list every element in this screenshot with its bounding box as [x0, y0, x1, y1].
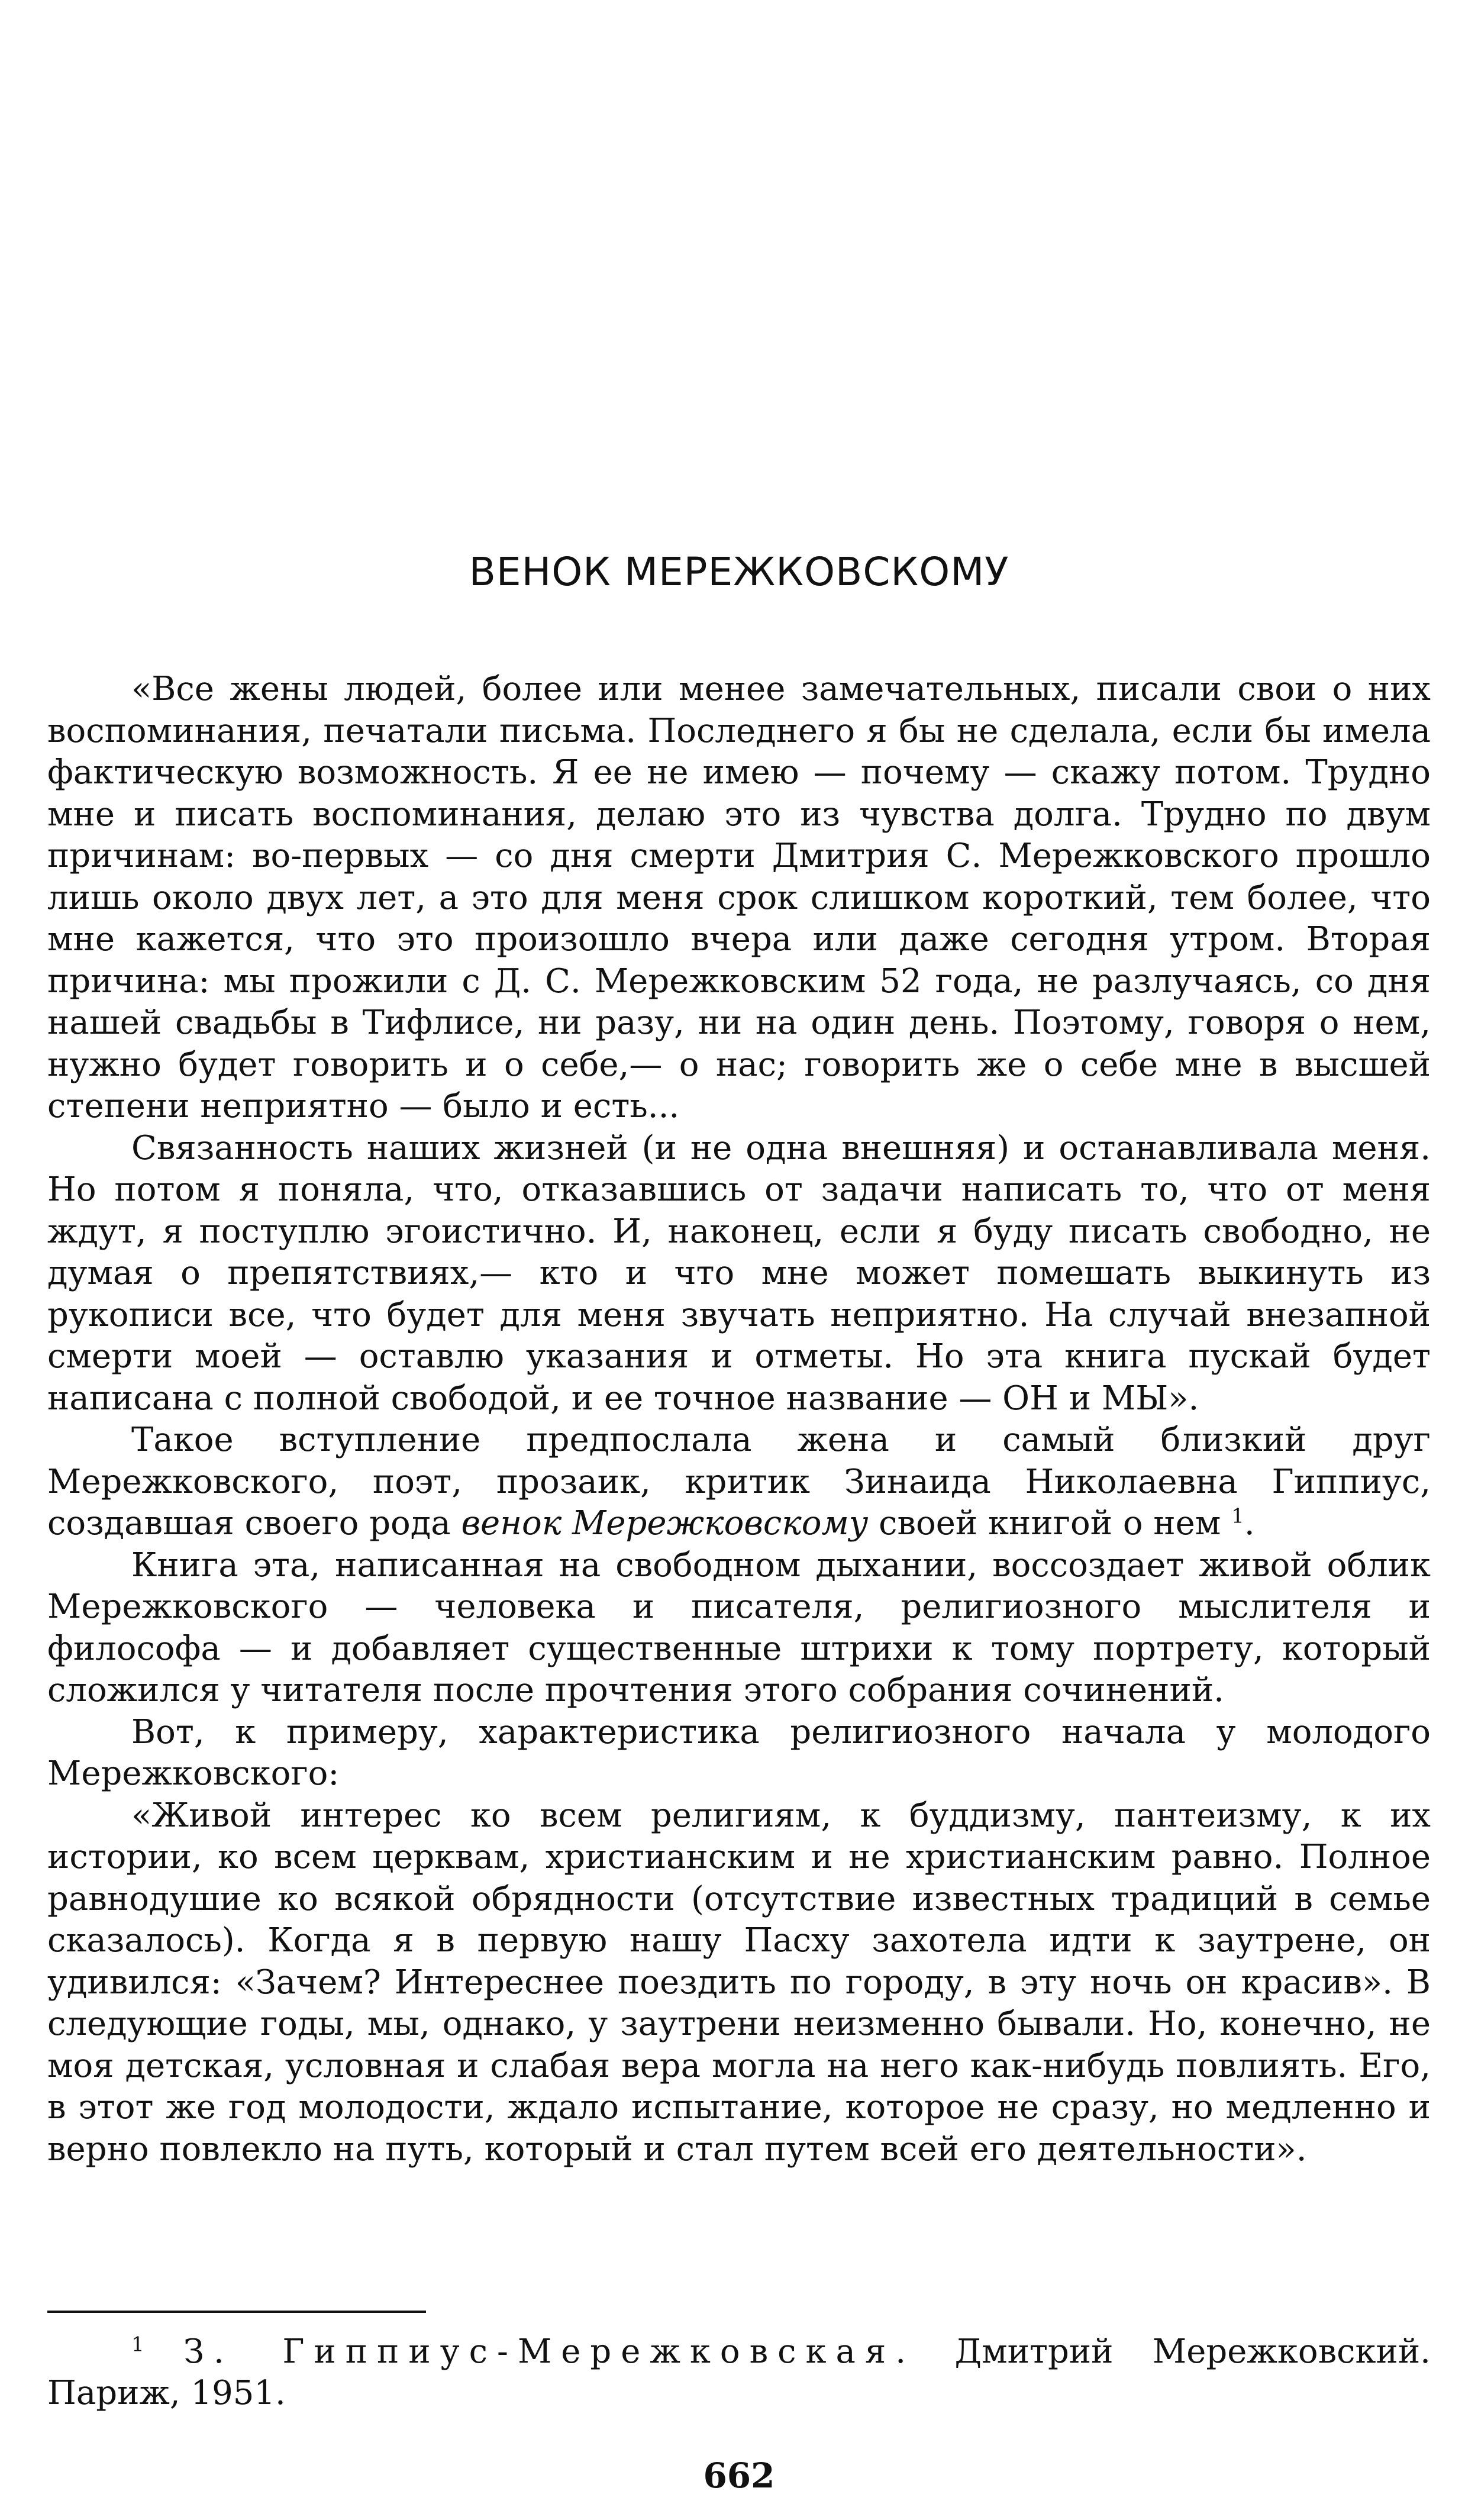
page-number: 662	[703, 2456, 775, 2496]
paragraph-example: Вот, к примеру, характеристика религиозного начала у молодого Мережковского:	[47, 1712, 1431, 1793]
body-text	[47, 669, 1431, 2170]
page-title: ВЕНОК МЕРЕЖКОВСКОМУ	[469, 549, 1009, 595]
intro-text-after: своей книгой о нем	[868, 1504, 1221, 1543]
intro-text: Такое вступление предпослала жена и самый близкий друг Мережковского, поэт, прозаик, критик Зинаида Николаевна Гиппиус, создавшая своего рода	[47, 1421, 1431, 1543]
paragraph-quote-1: «Все жены людей, более или менее замечательных, писали свои о них воспоминания, печатали письма. Последнего я бы не сделала, если бы имела фактическую возможность. Я ее не имею — почему — скажу потом. Трудно мне и писать воспоминания, делаю это из чувства долга. Трудно по двум причинам: во-первых — со дня смерти Дмитрия С. Мережковского прошло лишь около двух лет, а это для меня срок слишком короткий, тем более, что мне кажется, что это произошло вчера или даже сегодня утром. Вторая причина: мы прожили с Д. С. Мережковским 52 года, не разлучаясь, со дня нашей свадьбы в Тифлисе, ни разу, ни на один день. Поэтому, говоря о нем, нужно будет говорить и о себе,— о нас; говорить же о себе мне в высшей степени неприятно — было и есть...	[47, 670, 1431, 1125]
paragraph-quote-2: Связанность наших жизней (и не одна внешняя) и останавливала меня. Но потом я поняла, что, отказавшись от задачи написать то, что от меня ждут, я поступлю эгоистично. И, наконец, если я буду писать свободно, не думая о препятствиях,— кто и что мне может помешать выкинуть из рукописи все, что будет для меня звучать неприятно. На случай внезапной смерти моей — оставлю указания и отметы. Но эта книга пускай будет написана с полной свободой, и ее точное название — ОН и МЫ».	[47, 1128, 1431, 1418]
footnote-divider	[47, 2311, 426, 2313]
footnote	[47, 2331, 1431, 2414]
intro-italic: венок Мережковскому	[461, 1504, 869, 1543]
paragraph-book: Книга эта, написанная на свободном дыхании, воссоздает живой облик Мережковского — человека и писателя, религиозного мыслителя и философа — и добавляет существенные штрихи к тому портрету, который сложился у читателя после прочтения этого собрания сочинений.	[47, 1545, 1431, 1709]
footnote-text: Дмитрий Мережковский. Париж, 1951.	[47, 2332, 1431, 2412]
footnote-reference[interactable]: 1	[1231, 1504, 1244, 1528]
paragraph-religion-quote: «Живой интерес ко всем религиям, к буддизму, пантеизму, к их истории, ко всем церквам, христианским и не христианским равно. Полное равнодушие ко всякой обрядности (отсутствие известных традиций в семье сказалось). Когда я в первую нашу Пасху захотела идти к заутрене, он удивился: «Зачем? Интереснее поездить по городу, в эту ночь он красив». В следующие годы, мы, однако, у заутрени неизменно бывали. Но, конечно, не моя детская, условная и слабая вера могла на него как-нибудь повлиять. Его, в этот же год молодости, ждало испытание, которое не сразу, но медленно и верно повлекло на путь, который и стал путем всей его деятельности».	[47, 1796, 1431, 2169]
page	[47, 0, 1431, 2520]
paragraph-intro	[47, 1419, 1431, 1545]
footnote-author: З. Гиппиус-Мережковская.	[183, 2332, 916, 2371]
intro-end: .	[1244, 1504, 1255, 1543]
footnote-number: 1	[131, 2332, 144, 2357]
